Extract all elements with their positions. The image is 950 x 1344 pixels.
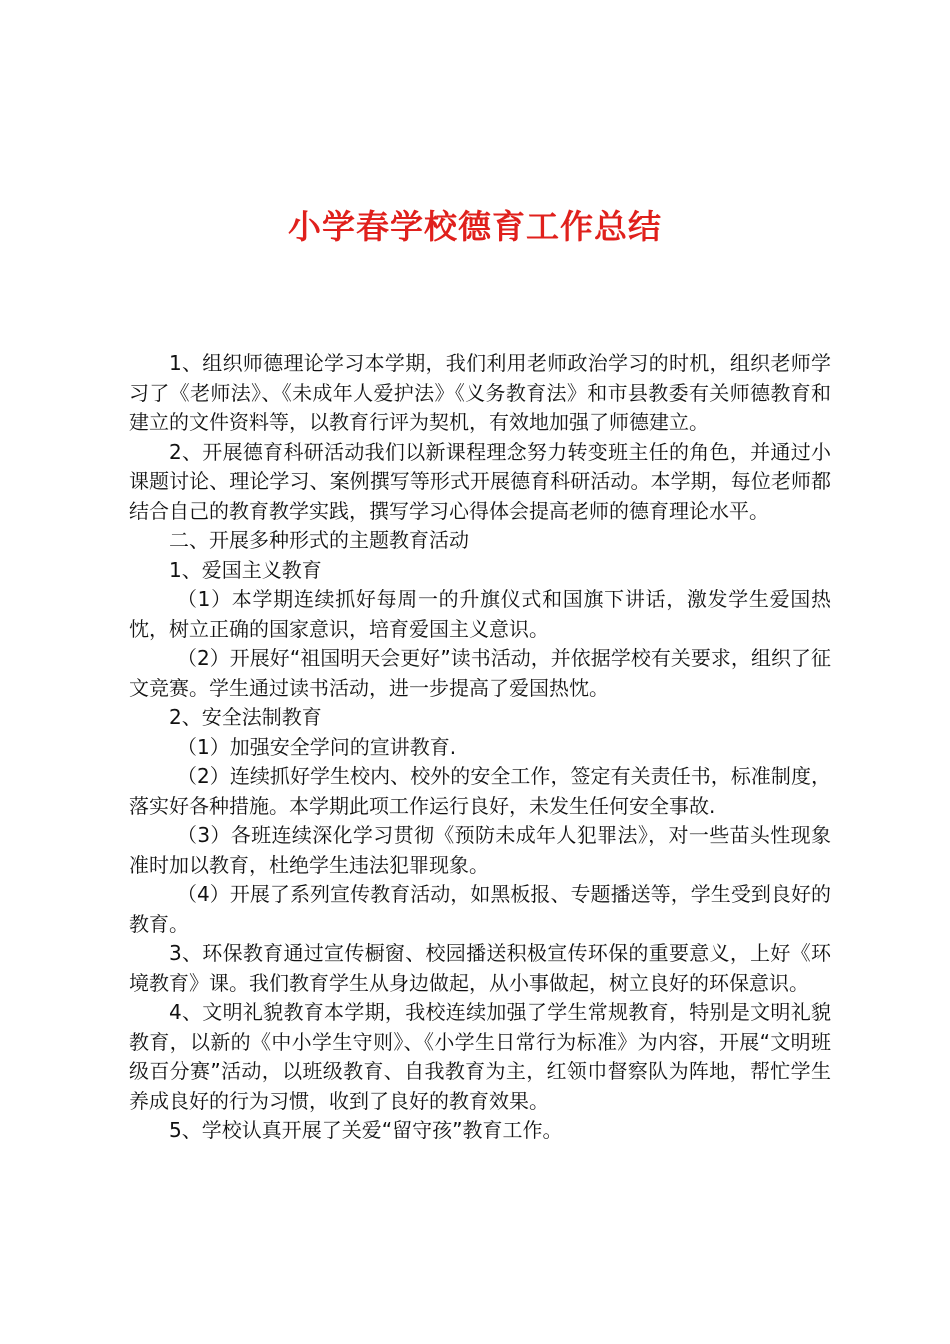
paragraph-patriotism-1: （1）本学期连续抓好每周一的升旗仪式和国旗下讲话，激发学生爱国热忱，树立正确的国家意识，培育爱国主义意识。 [129,587,831,641]
paragraph-safety-3: （3）各班连续深化学习贯彻《预防未成年人犯罪法》，对一些苗头性现象准时加以教育，杜绝学生违法犯罪现象。 [129,823,831,877]
section-heading-2: 二、开展多种形式的主题教育活动 [169,528,469,552]
document-title: 小学春学校德育工作总结 [288,207,662,246]
paragraph-safety-1: （1）加强安全学问的宣讲教育. [177,734,457,759]
paragraph-civility: 4、文明礼貌教育本学期，我校连续加强了学生常规教育，特别是文明礼貌教育，以新的《中小学生守则》、《小学生日常行为标准》为内容，开展“文明班级百分赛”活动，以班级教育、自我教育为主，红领巾督察队为阵地，帮忙学生养成良好的行为习惯，收到了良好的教育效果。 [129,1000,831,1113]
paragraph-environment: 3、环保教育通过宣传橱窗、校园播送积极宣传环保的重要意义，上好《环境教育》课。我们教育学生从身边做起，从小事做起，树立良好的环保意识。 [129,941,831,995]
document-body [129,349,831,1146]
paragraph-1: 1、组织师德理论学习本学期，我们利用老师政治学习的时机，组织老师学习了《老师法》、《未成年人爱护法》《义务教育法》和市县教委有关师德教育和建立的文件资料等，以教育行评为契机，有效地加强了师德建立。 [129,351,831,434]
paragraph-safety-4: （4）开展了系列宣传教育活动，如黑板报、专题播送等，学生受到良好的教育。 [129,882,831,936]
paragraph-safety-2: （2）连续抓好学生校内、校外的安全工作，签定有关责任书，标准制度，落实好各种措施。本学期此项工作运行良好，未发生任何安全事故. [129,764,831,818]
subheading-safety: 2、安全法制教育 [169,705,322,729]
paragraph-patriotism-2: （2）开展好“祖国明天会更好”读书活动，并依据学校有关要求，组织了征文竞赛。学生通过读书活动，进一步提高了爱国热忱。 [129,646,831,700]
paragraph-left-behind: 5、学校认真开展了关爱“留守孩”教育工作。 [169,1118,563,1142]
subheading-patriotism: 1、爱国主义教育 [169,557,322,582]
paragraph-2: 2、开展德育科研活动我们以新课程理念努力转变班主任的角色，并通过小课题讨论、理论学习、案例撰写等形式开展德育科研活动。本学期，每位老师都结合自己的教育教学实践，撰写学习心得体会提高老师的德育理论水平。 [129,439,831,523]
